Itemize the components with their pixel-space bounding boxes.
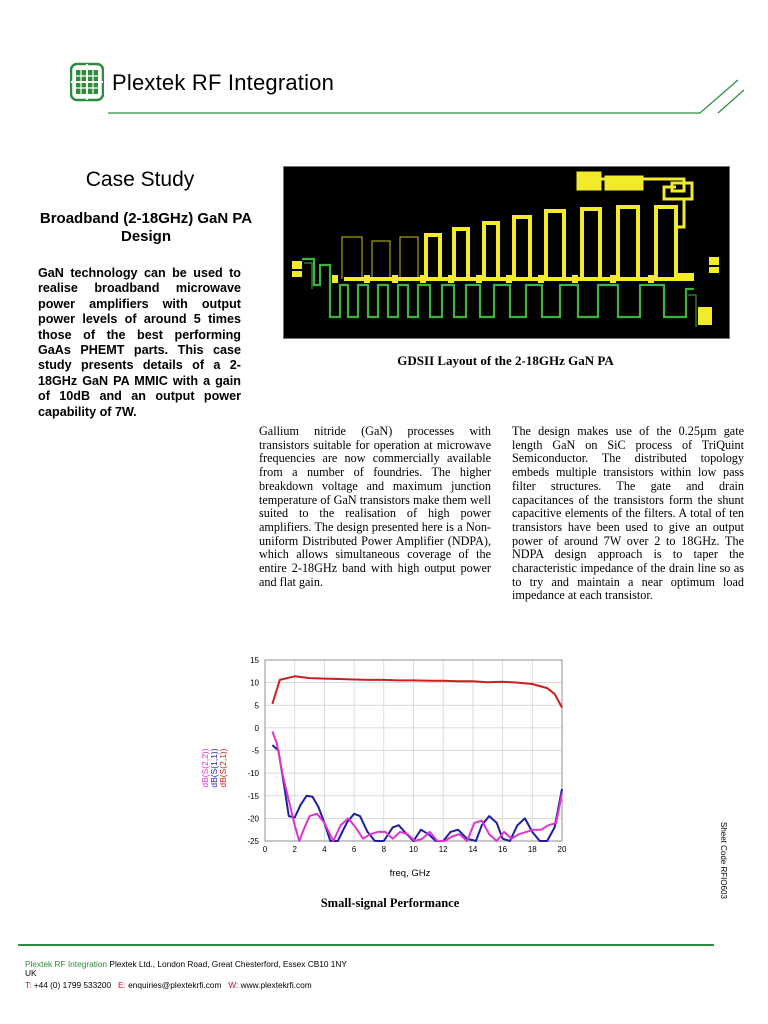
y-tick-label: 5 — [254, 701, 259, 711]
footer-address — [25, 959, 347, 969]
y-tick-label: 10 — [250, 678, 259, 688]
footer-rule — [18, 944, 714, 946]
legend-entry: dB(S(2,2)) — [200, 748, 210, 788]
y-tick-label: -15 — [247, 791, 259, 801]
y-tick-label: -5 — [251, 746, 259, 756]
y-tick-label: -25 — [247, 837, 259, 846]
footer-country: UK — [25, 968, 37, 978]
chart-series — [272, 676, 562, 841]
layout-caption: GDSII Layout of the 2-18GHz GaN PA — [397, 353, 614, 368]
x-axis-label: freq, GHz — [389, 868, 431, 879]
y-tick-label: 15 — [250, 656, 259, 665]
x-tick-label: 16 — [498, 845, 508, 854]
email-link[interactable]: enquiries@plextekrfi.com — [128, 980, 222, 990]
x-tick-label: 4 — [322, 845, 327, 854]
chart-caption: Small-signal Performance — [320, 896, 460, 910]
plextek-logo-icon — [70, 62, 104, 102]
web-label: W: — [228, 980, 239, 990]
series-line — [272, 745, 562, 841]
chart-legend — [200, 748, 228, 787]
web-link[interactable]: www.plextekrfi.com — [240, 980, 312, 990]
x-tick-label: 6 — [351, 845, 357, 854]
chart-grid — [265, 660, 562, 841]
y-tick-label: -20 — [247, 814, 259, 824]
body-column-2: The design makes use of the 0.25µm gate length GaN on SiC process of TriQuint Semiconductor. The distributed topology embeds multiple transistors within low pass filter structures. The gate and drain capacitances of the transistors form the shunt capacitive elements of the filters. A total of ten transistors have been used to give an output power of around 7W over 2 to 18GHz. The NDPA design approach is to taper the characteristic impedance of the drain line so as to try and maintain a near optimum load impedance at each transistor. — [512, 424, 744, 603]
footer-contacts — [25, 980, 312, 990]
x-tick-label: 12 — [438, 845, 448, 854]
y-tick-label: 0 — [254, 723, 259, 733]
intro-paragraph: GaN technology can be used to realise broadband microwave power amplifiers with output power levels of around 5 times those of the best performing GaAs PHEMT parts. This case study presents details of a 2-18GHz GaN PA MMIC with a gain of 10dB and an output power capability of 7W. — [38, 266, 241, 419]
x-tick-label: 0 — [262, 845, 268, 854]
email-label: E: — [117, 980, 126, 990]
series-line — [272, 676, 562, 707]
s-parameter-chart — [180, 648, 580, 888]
phone-label: T: — [25, 980, 32, 990]
footer-brand: Plextek RF Integration — [25, 959, 108, 969]
x-tick-label: 18 — [527, 845, 537, 854]
x-tick-label: 8 — [381, 845, 387, 854]
sheet-code: Sheet Code RFIO603 — [719, 822, 728, 899]
x-tick-label: 10 — [409, 845, 418, 854]
legend-entry: dB(S(2,1)) — [218, 748, 228, 788]
x-tick-label: 2 — [292, 845, 297, 854]
y-tick-label: -10 — [247, 769, 259, 779]
body-column-1: Gallium nitride (GaN) processes with transistors suitable for operation at microwave frequencies are now commercially available from a number of foundries. The higher breakdown voltage and maximum junction temperature of GaN transistors make them well suited to the realisation of high power amplifiers. The design presented here is a Non-uniform Distributed Power Amplifier (NDPA), which allows simultaneous coverage of the entire 2-18GHz band with high output power and flat gain. — [259, 424, 491, 589]
brand-name: Plextek RF Integration — [112, 70, 335, 95]
x-tick-label: 14 — [468, 845, 478, 854]
footer-address-text: Plextek Ltd., London Road, Great Chesterford, Essex CB10 1NY — [109, 959, 347, 969]
legend-entry: dB(S(1,1)) — [209, 748, 219, 788]
phone-number: +44 (0) 1799 533200 — [33, 980, 112, 990]
section-title: Case Study — [85, 168, 195, 191]
x-tick-label: 20 — [557, 845, 567, 854]
gdsii-layout-image — [283, 166, 730, 339]
study-title: Broadband (2-18GHz) GaN PA Design — [39, 210, 253, 245]
